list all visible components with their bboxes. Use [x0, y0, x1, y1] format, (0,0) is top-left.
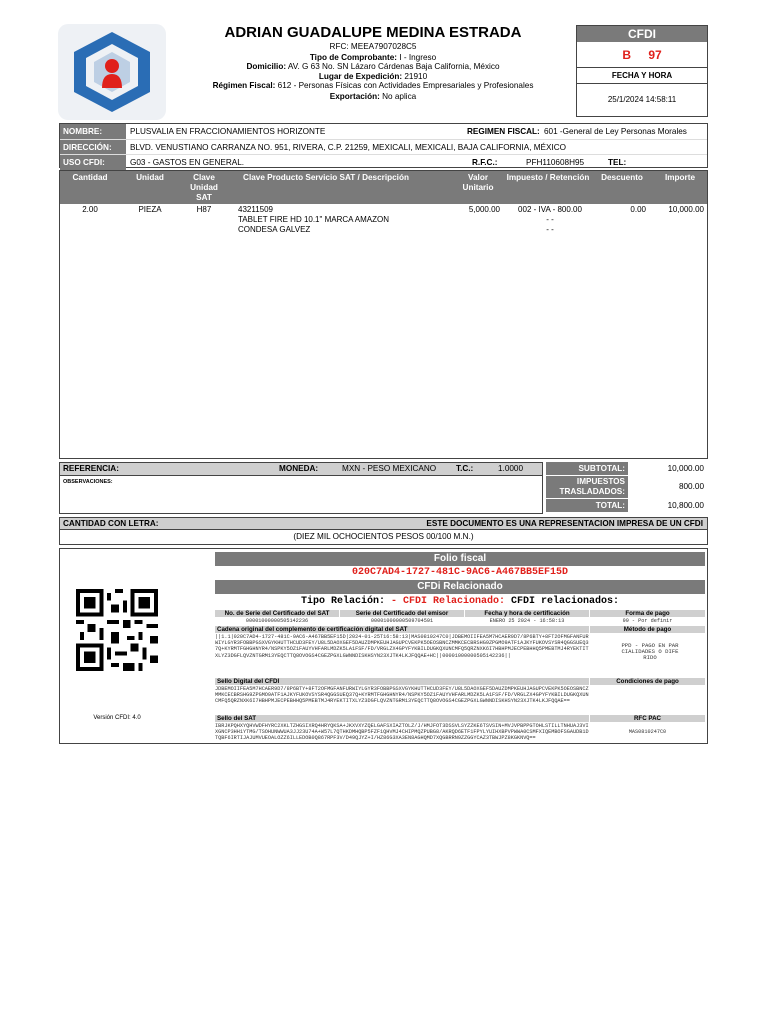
row-retencion-1: - -: [546, 215, 554, 224]
row-descripcion-2: CONDESA GALVEZ: [238, 225, 311, 234]
fecha-cert-value: ENERO 25 2024 - 16:58:13: [489, 618, 565, 624]
folio-fiscal-label: Folio fiscal: [215, 552, 705, 566]
col-clave-producto: Clave Producto Servicio SAT / Descripción: [243, 173, 409, 182]
serie-emisor-value: 00001000000509704591: [370, 618, 434, 624]
subtotal-label: SUBTOTAL:: [546, 462, 628, 475]
sello-cfdi-value: JDBEMOIIFEA5M7HCAER9D7/8P6BTY+8FT2OFMGFANFURWIYLGYR3FOBBPGSXVGYKHUTTHCUD3FEY/U8L5DAOXGEF5DAUZDMPKEUHJAGUPCVEKPK5OEOSBNCZMMKCECBRSHG9ZPGMO9ATF1AJKYFUKOVSYSR4QGGSUEQ37Q+KYRMTFGHGHNYR4/NSPKY5OZ1FAUYVHFARLMDZK5LA1FSF/FD/VRGLZX4GPYFYKBILDUGKQXUNCMFQ5QRZNXK6I7HBHPMJECPEBHHQ5PMEBTMJ4RYEKTITXLYZ3DGFLQVZNTGRM13YEQCTTQ8OVOGS4CGEZPGXLGWNNDISKHSYN23XJTK4LKJFQQAE==: [215, 686, 589, 705]
fecha-hora-value: 25/1/2024 14:58:11: [607, 95, 677, 104]
lugar-expedicion: Lugar de Expedición: 21910: [318, 72, 428, 81]
col-descuento: Descuento: [601, 173, 643, 182]
subtotal-value: 10,000.00: [667, 464, 704, 473]
col-fecha-cert: Fecha y hora de certificación: [465, 610, 589, 617]
moneda-value: MXN - PESO MEXICANO: [342, 464, 437, 473]
items-table: [59, 170, 708, 459]
cfdi-info-box: [576, 25, 708, 117]
row-importe: 10,000.00: [668, 205, 704, 214]
sello-sat-label: Sello del SAT: [215, 715, 589, 722]
cadena-value: ||1.1|020C7AD4-1727-481C-9AC6-A467BB5EF15D|2024-01-25T16:58:13|MAS0810247C0|JDBEMOIIFEA5M7HCAER9D7/8P6BTY+8FT2OFMGFANFURWIYLGYR3FOBBPGSXVGYKHUTTHCUD3FEY/U8L5DAOXGEF5DAUZDMPKEUHJAGUPCVEKPK5OEOSBNCZMMKCECBRSHG9ZPGMO9ATF1AJKYFUKOVSYSR4QGGSUEQ37Q+KYRMTFGHGHNYR4/NSPKY5OZ1FAUYVHFARLMDZK5LA1FSF/FD/VRGLZX4GPYFYKBILDUGKQXUNCMFQ5QRZNXK6I7HBHPMJECPEBHHQ5PMEBTMJ4RYEKTITXLYZ3DGFLQVZNTGRM13YEQCTTQ8OVOGS4CGEZPGXLGWNNDISKHSYN23XJTK4LKJFQQAE+HC||00001000000505142236||: [215, 634, 589, 659]
issuer-name: ADRIAN GUADALUPE MEDINA ESTRADA: [224, 24, 522, 41]
impuestos-value: 800.00: [678, 482, 704, 491]
row-descuento: 0.00: [630, 205, 646, 214]
tc-value: 1.0000: [498, 464, 524, 473]
client-uso-cfdi: G03 - GASTOS EN GENERAL.: [130, 158, 245, 167]
qr-code-icon: [76, 589, 158, 671]
cfdi-serie-folio: B 97: [577, 42, 707, 68]
version-cfdi: Versión CFDI: 4.0: [93, 715, 141, 721]
tipo-comprobante: Tipo de Comprobante: I - Ingreso: [309, 53, 437, 62]
issuer-regimen: Régimen Fiscal: 612 - Personas Físicas con Actividades Empresariales y Profesionales: [212, 81, 534, 90]
col-impuesto: Impuesto / Retención: [506, 173, 590, 182]
uso-cfdi-label: USO CFDI:: [60, 155, 126, 170]
nombre-label: NOMBRE:: [60, 124, 126, 139]
amount-words-label: CANTIDAD CON LETRA:: [63, 519, 159, 528]
col-unidad: Unidad: [136, 173, 164, 182]
impuestos-label: IMPUESTOS TRASLADADOS:: [546, 476, 628, 498]
col-serie-sat: No. de Serie del Certificado del SAT: [215, 610, 339, 617]
col-serie-emisor: Serie del Certificado del emisor: [340, 610, 464, 617]
tc-label: T.C.:: [456, 464, 474, 473]
col-cantidad: Cantidad: [72, 173, 108, 182]
metodo-pago-label: Método de pago: [590, 626, 705, 633]
row-valor-unitario: 5,000.00: [468, 205, 500, 214]
client-rfc-label: R.F.C.:: [472, 158, 498, 167]
client-nombre: PLUSVALIA EN FRACCIONAMIENTOS HORIZONTE: [130, 127, 326, 136]
condiciones-pago-label: Condiciones de pago: [590, 678, 705, 685]
col-valor-unitario: Valor Unitario: [462, 173, 494, 192]
client-regimen-label: REGIMEN FISCAL:: [467, 127, 540, 136]
issuer-rfc: RFC: MEEA7907028C5: [329, 42, 417, 51]
tipo-relacion: Tipo Relación: - CFDI Relacionado: CFDI relacionados:: [300, 596, 620, 607]
exportacion: Exportación: No aplica: [329, 92, 417, 101]
cfdi-shield-icon: [58, 24, 166, 120]
client-regimen-value: 601 -General de Ley Personas Morales: [544, 127, 687, 136]
printed-notice: ESTE DOCUMENTO ES UNA REPRESENTACION IMPRESA DE UN CFDI: [426, 519, 703, 528]
cadena-label: Cadena original del complemento de certificación digital del SAT: [215, 626, 589, 633]
forma-pago-value: 99 - Por definir: [622, 618, 673, 624]
rfc-pac-value: MAS0810247C0: [628, 729, 667, 735]
items-table-header: [60, 171, 707, 204]
cfdi-title: CFDI: [577, 26, 707, 42]
totals-section: [59, 462, 708, 514]
sello-cfdi-label: Sello Digital del CFDI: [215, 678, 589, 685]
folio-fiscal-value: 020C7AD4-1727-481C-9AC6-A467BB5EF15D: [351, 567, 569, 578]
fecha-hora-label: FECHA Y HORA: [577, 68, 707, 84]
direccion-label: DIRECCIÓN:: [60, 140, 126, 155]
issuer-domicilio: Domicilio: AV. G 63 No. SN Lázaro Cárdenas Baja California, México: [246, 62, 500, 71]
col-clave-unidad: Clave Unidad SAT: [190, 173, 218, 202]
total-value: 10,800.00: [667, 501, 704, 510]
client-tel-label: TEL:: [608, 158, 627, 167]
row-cantidad: 2.00: [82, 205, 98, 214]
rfc-pac-label: RFC PAC: [590, 715, 705, 722]
row-unidad: PIEZA: [138, 205, 162, 214]
col-importe: Importe: [664, 173, 696, 182]
moneda-label: MONEDA:: [279, 464, 319, 473]
total-label: TOTAL:: [546, 499, 628, 512]
amount-words-value: (DIEZ MIL OCHOCIENTOS PESOS 00/100 M.N.): [59, 530, 708, 545]
fiscal-block: [59, 548, 708, 744]
cfdi-relacionado-label: CFDi Relacionado: [215, 580, 705, 594]
observaciones-label: OBSERVACIONES:: [63, 479, 113, 485]
row-clave-unidad: H87: [196, 205, 212, 214]
col-forma-pago: Forma de pago: [590, 610, 705, 617]
metodo-pago-value: PPD - PAGO EN PARCIALIDADES O DIFERIDO: [621, 643, 679, 662]
referencia-label: REFERENCIA:: [63, 464, 119, 473]
row-descripcion-1: TABLET FIRE HD 10.1" MARCA AMAZON: [238, 215, 390, 224]
row-retencion-2: - -: [546, 225, 554, 234]
sello-sat-value: IBRJKPQHXYQHVWDFHYRC2XKLTZHGSIXRQ4HRYQKSA+JKXVXYZQELGAFSXIAZTOLZ/J/HMJFOT3DSSVLSYZZKE6TSVSIN+MVJVPBPPGTOHLSTILLTNHUAJ3VIXGNCP3HH1YTMG/TSOHUNWWUA3JJ23U74A+W57L7QTHKDMHQBP5FZF1QHVMJ4CHIPMQZPUBG8/AKRQD6ETF1FPYLYUIHXBPVPWWA0CSMFXIQEMBOFSGAUDB1DTQBF6IRTIJAJUMVUEOALOZZ6ILLEDOB0Q867RPF3V/D49QJYZ+I/HZ86G3XA3EN8AGHQMD7XQGBRRN9ZZGGYCAZ3TBWJPZ8KGKNVQ==: [215, 723, 589, 742]
amount-words-header: [59, 517, 708, 530]
qr-area: [68, 589, 166, 721]
row-clave-producto: 43211509: [238, 205, 273, 214]
client-block: [59, 123, 708, 168]
row-impuesto: 002 - IVA - 800.00: [518, 205, 582, 214]
serie-sat-value: 00001000000505142236: [245, 618, 309, 624]
client-direccion: BLVD. VENUSTIANO CARRANZA NO. 951, RIVERA, C.P. 21259, MEXICALI, MEXICALI, BAJA CALIFORNIA, MÉXICO: [130, 143, 567, 152]
client-rfc-value: PFH110608H95: [526, 158, 585, 167]
company-logo: [58, 24, 166, 120]
